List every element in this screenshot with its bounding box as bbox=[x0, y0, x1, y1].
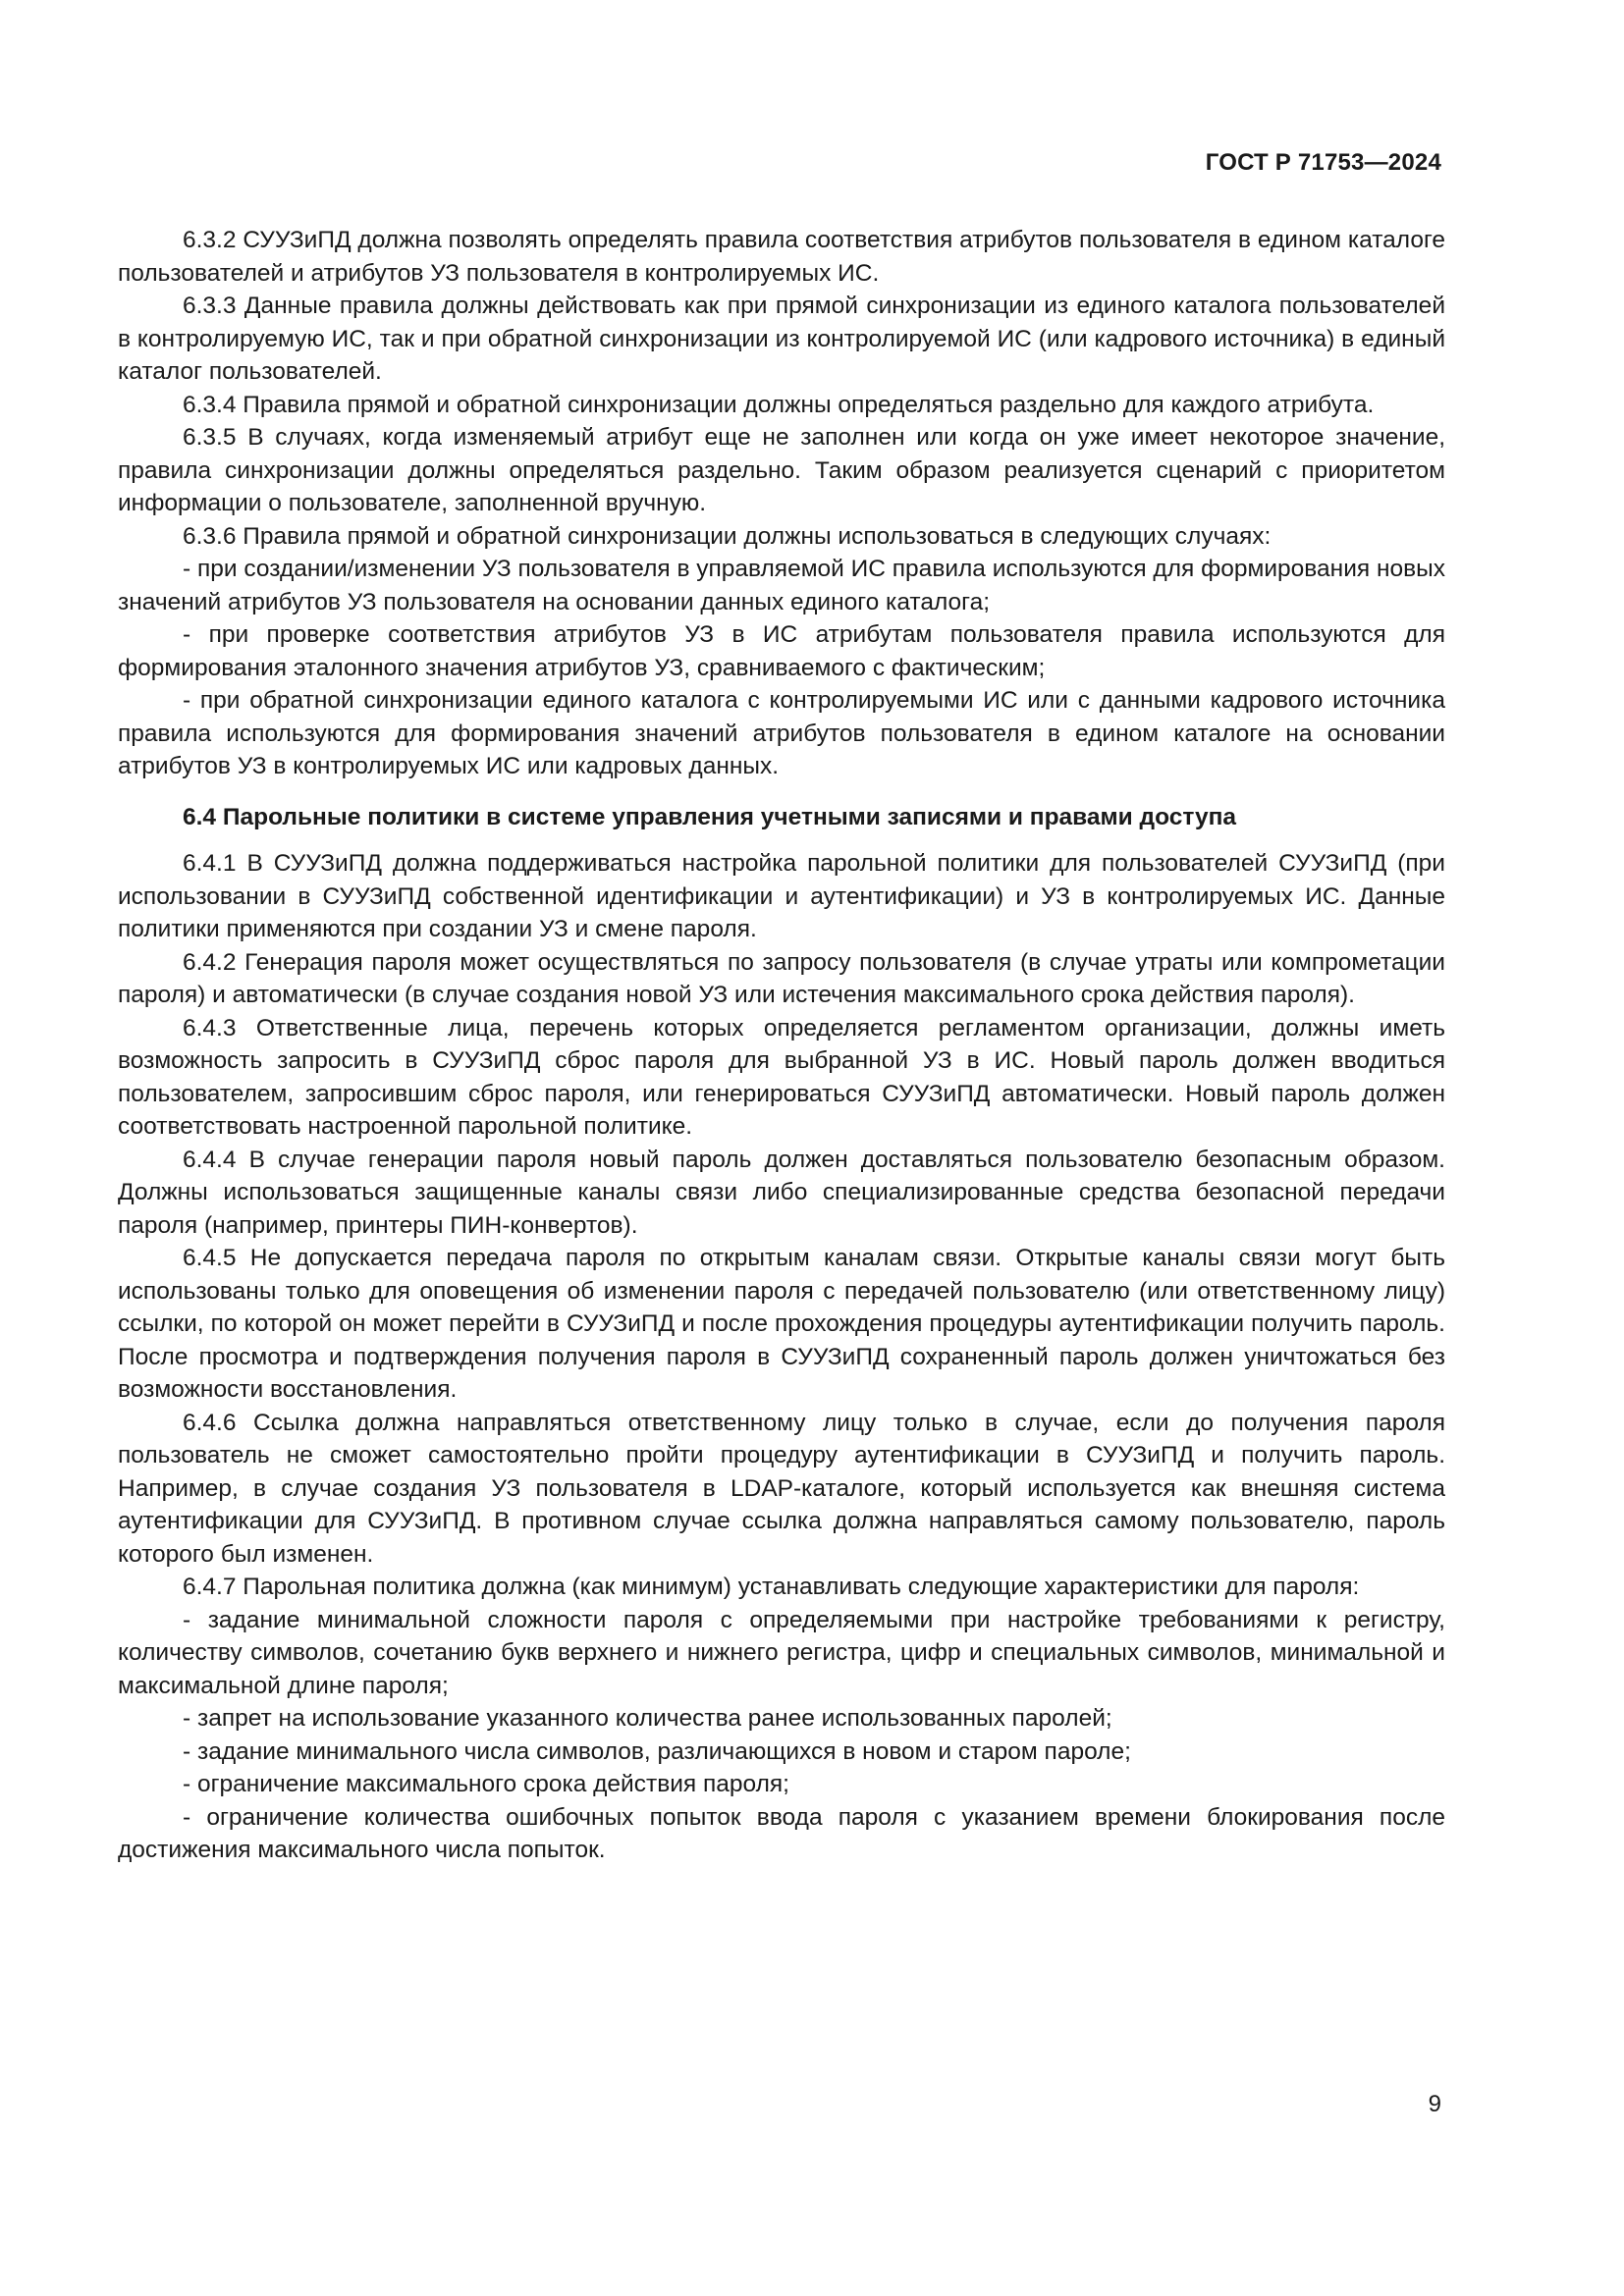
list-item: - запрет на использование указанного количества ранее использованных паролей; bbox=[183, 1705, 1112, 1732]
paragraph-6-3-3: 6.3.3 Данные правила должны действовать как при прямой синхронизации из единого каталога пользователей в контролируемую ИС, так и при обратной синхронизации из контролируемой ИС (или кадрового источника) в единый каталог пользователей. bbox=[118, 293, 1445, 385]
standard-id-header: ГОСТ Р 71753—2024 bbox=[1205, 149, 1441, 176]
list-item: - при проверке соответствия атрибутов УЗ в ИС атрибутам пользователя правила используются для формирования эталонного значения атрибутов УЗ, сравниваемого с фактическим; bbox=[118, 621, 1445, 681]
list-item: - задание минимального числа символов, различающихся в новом и старом пароле; bbox=[183, 1737, 1131, 1765]
paragraph-6-3-2: 6.3.2 СУУЗиПД должна позволять определять правила соответствия атрибутов пользователя в едином каталоге пользователей и атрибутов УЗ пользователя в контролируемых ИС. bbox=[118, 227, 1445, 287]
paragraph-6-3-5: 6.3.5 В случаях, когда изменяемый атрибут еще не заполнен или когда он уже имеет некоторое значение, правила синхронизации должны определяться раздельно. Таким образом реализуется сценарий с приоритетом информации о пользователе, заполненной вручную. bbox=[118, 424, 1445, 516]
list-item: - при обратной синхронизации единого каталога с контролируемыми ИС или с данными кадрового источника правила используются для формирования значений атрибутов пользователя в едином каталоге на основании атрибутов УЗ в контролируемых ИС или кадровых данных. bbox=[118, 687, 1445, 779]
paragraph-6-4-6: 6.4.6 Ссылка должна направляться ответственному лицу только в случае, если до получения пароля пользователь не сможет самостоятельно пройти процедуру аутентификации в СУУЗиПД и получить пароль. Например, в случае создания УЗ пользователя в LDAP-каталоге, который используется как внешняя система аутентификации для СУУЗиПД. В противном случае ссылка должна направляться самому пользователю, пароль которого был изменен. bbox=[118, 1409, 1445, 1568]
document-body bbox=[118, 224, 1445, 1867]
paragraph-6-3-6: 6.3.6 Правила прямой и обратной синхронизации должны использоваться в следующих случаях: bbox=[183, 522, 1272, 550]
page-number: 9 bbox=[1428, 2091, 1441, 2117]
paragraph-6-4-4: 6.4.4 В случае генерации пароля новый пароль должен доставляться пользователю безопасным образом. Должны использоваться защищенные каналы связи либо специализированные средства безопасной передачи пароля (например, принтеры ПИН-конвертов). bbox=[118, 1146, 1445, 1239]
paragraph-6-4-5: 6.4.5 Не допускается передача пароля по открытым каналам связи. Открытые каналы связи могут быть использованы только для оповещения об изменении пароля с передачей пользователю (или ответственному лицу) ссылки, по которой он может перейти в СУУЗиПД и после прохождения процедуры аутентификации получить пароль. После просмотра и подтверждения получения пароля в СУУЗиПД сохраненный пароль должен уничтожаться без возможности восстановления. bbox=[118, 1245, 1445, 1403]
list-item: - ограничение количества ошибочных попыток ввода пароля с указанием времени блокирования после достижения максимального числа попыток. bbox=[118, 1803, 1445, 1863]
list-item: - ограничение максимального срока действия пароля; bbox=[183, 1771, 789, 1797]
paragraph-6-4-3: 6.4.3 Ответственные лица, перечень которых определяется регламентом организации, должны иметь возможность запросить в СУУЗиПД сброс пароля для выбранной УЗ в ИС. Новый пароль должен вводиться пользователем, запросившим сброс пароля, или генерироваться СУУЗиПД автоматически. Новый пароль должен соответствовать настроенной парольной политике. bbox=[118, 1014, 1445, 1140]
list-item: - при создании/изменении УЗ пользователя в управляемой ИС правила используются для формирования новых значений атрибутов УЗ пользователя на основании данных единого каталога; bbox=[118, 556, 1445, 615]
paragraph-6-4-2: 6.4.2 Генерация пароля может осуществляться по запросу пользователя (в случае утраты или компрометации пароля) и автоматически (в случае создания новой УЗ или истечения максимального срока действия пароля). bbox=[118, 948, 1445, 1008]
paragraph-6-4-1: 6.4.1 В СУУЗиПД должна поддерживаться настройка парольной политики для пользователей СУУЗиПД (при использовании в СУУЗиПД собственной идентификации и аутентификации) и УЗ в контролируемых ИС. Данные политики применяются при создании УЗ и смене пароля. bbox=[118, 850, 1445, 942]
section-heading-6-4: 6.4 Парольные политики в системе управления учетными записями и правами доступа bbox=[183, 803, 1236, 830]
list-item: - задание минимальной сложности пароля с определяемыми при настройке требованиями к регистру, количеству символов, сочетанию букв верхнего и нижнего регистра, цифр и специальных символов, минимальной и максимальной длине пароля; bbox=[118, 1606, 1445, 1699]
paragraph-6-4-7: 6.4.7 Парольная политика должна (как минимум) устанавливать следующие характеристики для пароля: bbox=[183, 1574, 1360, 1600]
paragraph-6-3-4: 6.3.4 Правила прямой и обратной синхронизации должны определяться раздельно для каждого атрибута. bbox=[183, 391, 1375, 418]
